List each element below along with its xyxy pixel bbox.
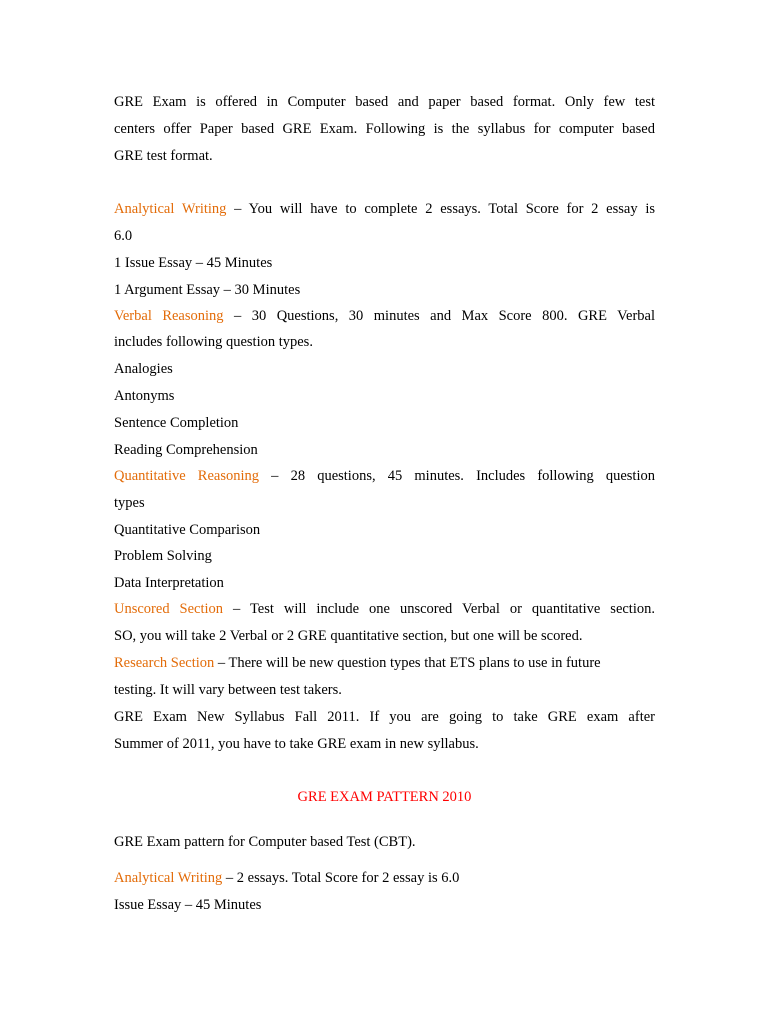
intro-line-2: centers offer Paper based GRE Exam. Following is the syllabus for computer based	[114, 121, 655, 137]
quantitative-reasoning-text: – 28 questions, 45 minutes. Includes following question	[259, 468, 655, 484]
analytical-writing-text: – You will have to complete 2 essays. Total Score for 2 essay is	[226, 201, 655, 217]
verbal-reasoning-line	[114, 308, 655, 325]
pattern-intro: GRE Exam pattern for Computer based Test (CBT).	[114, 834, 416, 850]
pattern-issue-essay: Issue Essay – 45 Minutes	[114, 897, 262, 913]
research-section-text: – There will be new question types that ETS plans to use in future	[214, 655, 601, 671]
unscored-section-line	[114, 601, 655, 618]
verbal-item-reading-comprehension: Reading Comprehension	[114, 442, 258, 458]
research-section-line	[114, 655, 655, 672]
pattern-analytical-label: Analytical Writing	[114, 870, 223, 886]
argument-essay-item: 1 Argument Essay – 30 Minutes	[114, 282, 301, 298]
unscored-section-label: Unscored Section	[114, 601, 224, 617]
quant-item-problem-solving: Problem Solving	[114, 548, 212, 564]
verbal-reasoning-text: – 30 Questions, 30 minutes and Max Score 800. GRE Verbal	[223, 308, 655, 324]
quantitative-reasoning-line	[114, 468, 655, 485]
analytical-writing-label: Analytical Writing	[114, 201, 227, 217]
new-syllabus-line-1: GRE Exam New Syllabus Fall 2011. If you are going to take GRE exam after	[114, 709, 655, 725]
intro-line-1: GRE Exam is offered in Computer based and paper based format. Only few test	[114, 94, 655, 110]
analytical-writing-line	[114, 201, 655, 218]
quantitative-reasoning-label: Quantitative Reasoning	[114, 468, 260, 484]
research-section-label: Research Section	[114, 655, 215, 671]
verbal-item-sentence-completion: Sentence Completion	[114, 415, 239, 431]
quant-item-comparison: Quantitative Comparison	[114, 522, 261, 538]
unscored-section-text: – Test will include one unscored Verbal or quantitative section.	[223, 601, 655, 617]
verbal-reasoning-line-2: includes following question types.	[114, 334, 313, 350]
unscored-section-line-2: SO, you will take 2 Verbal or 2 GRE quantitative section, but one will be scored.	[114, 628, 583, 644]
analytical-writing-score: 6.0	[114, 228, 133, 244]
pattern-heading: GRE EXAM PATTERN 2010	[297, 789, 472, 805]
intro-line-3: GRE test format.	[114, 148, 213, 164]
quantitative-reasoning-line-2: types	[114, 495, 145, 511]
pattern-analytical-text: – 2 essays. Total Score for 2 essay is 6.0	[222, 870, 460, 886]
new-syllabus-line-2: Summer of 2011, you have to take GRE exam in new syllabus.	[114, 736, 479, 752]
quant-item-data-interpretation: Data Interpretation	[114, 575, 224, 591]
verbal-item-antonyms: Antonyms	[114, 388, 175, 404]
verbal-item-analogies: Analogies	[114, 361, 173, 377]
issue-essay-item: 1 Issue Essay – 45 Minutes	[114, 255, 273, 271]
pattern-analytical-line	[114, 870, 655, 887]
research-section-line-2: testing. It will vary between test takers.	[114, 682, 342, 698]
verbal-reasoning-label: Verbal Reasoning	[114, 308, 224, 324]
